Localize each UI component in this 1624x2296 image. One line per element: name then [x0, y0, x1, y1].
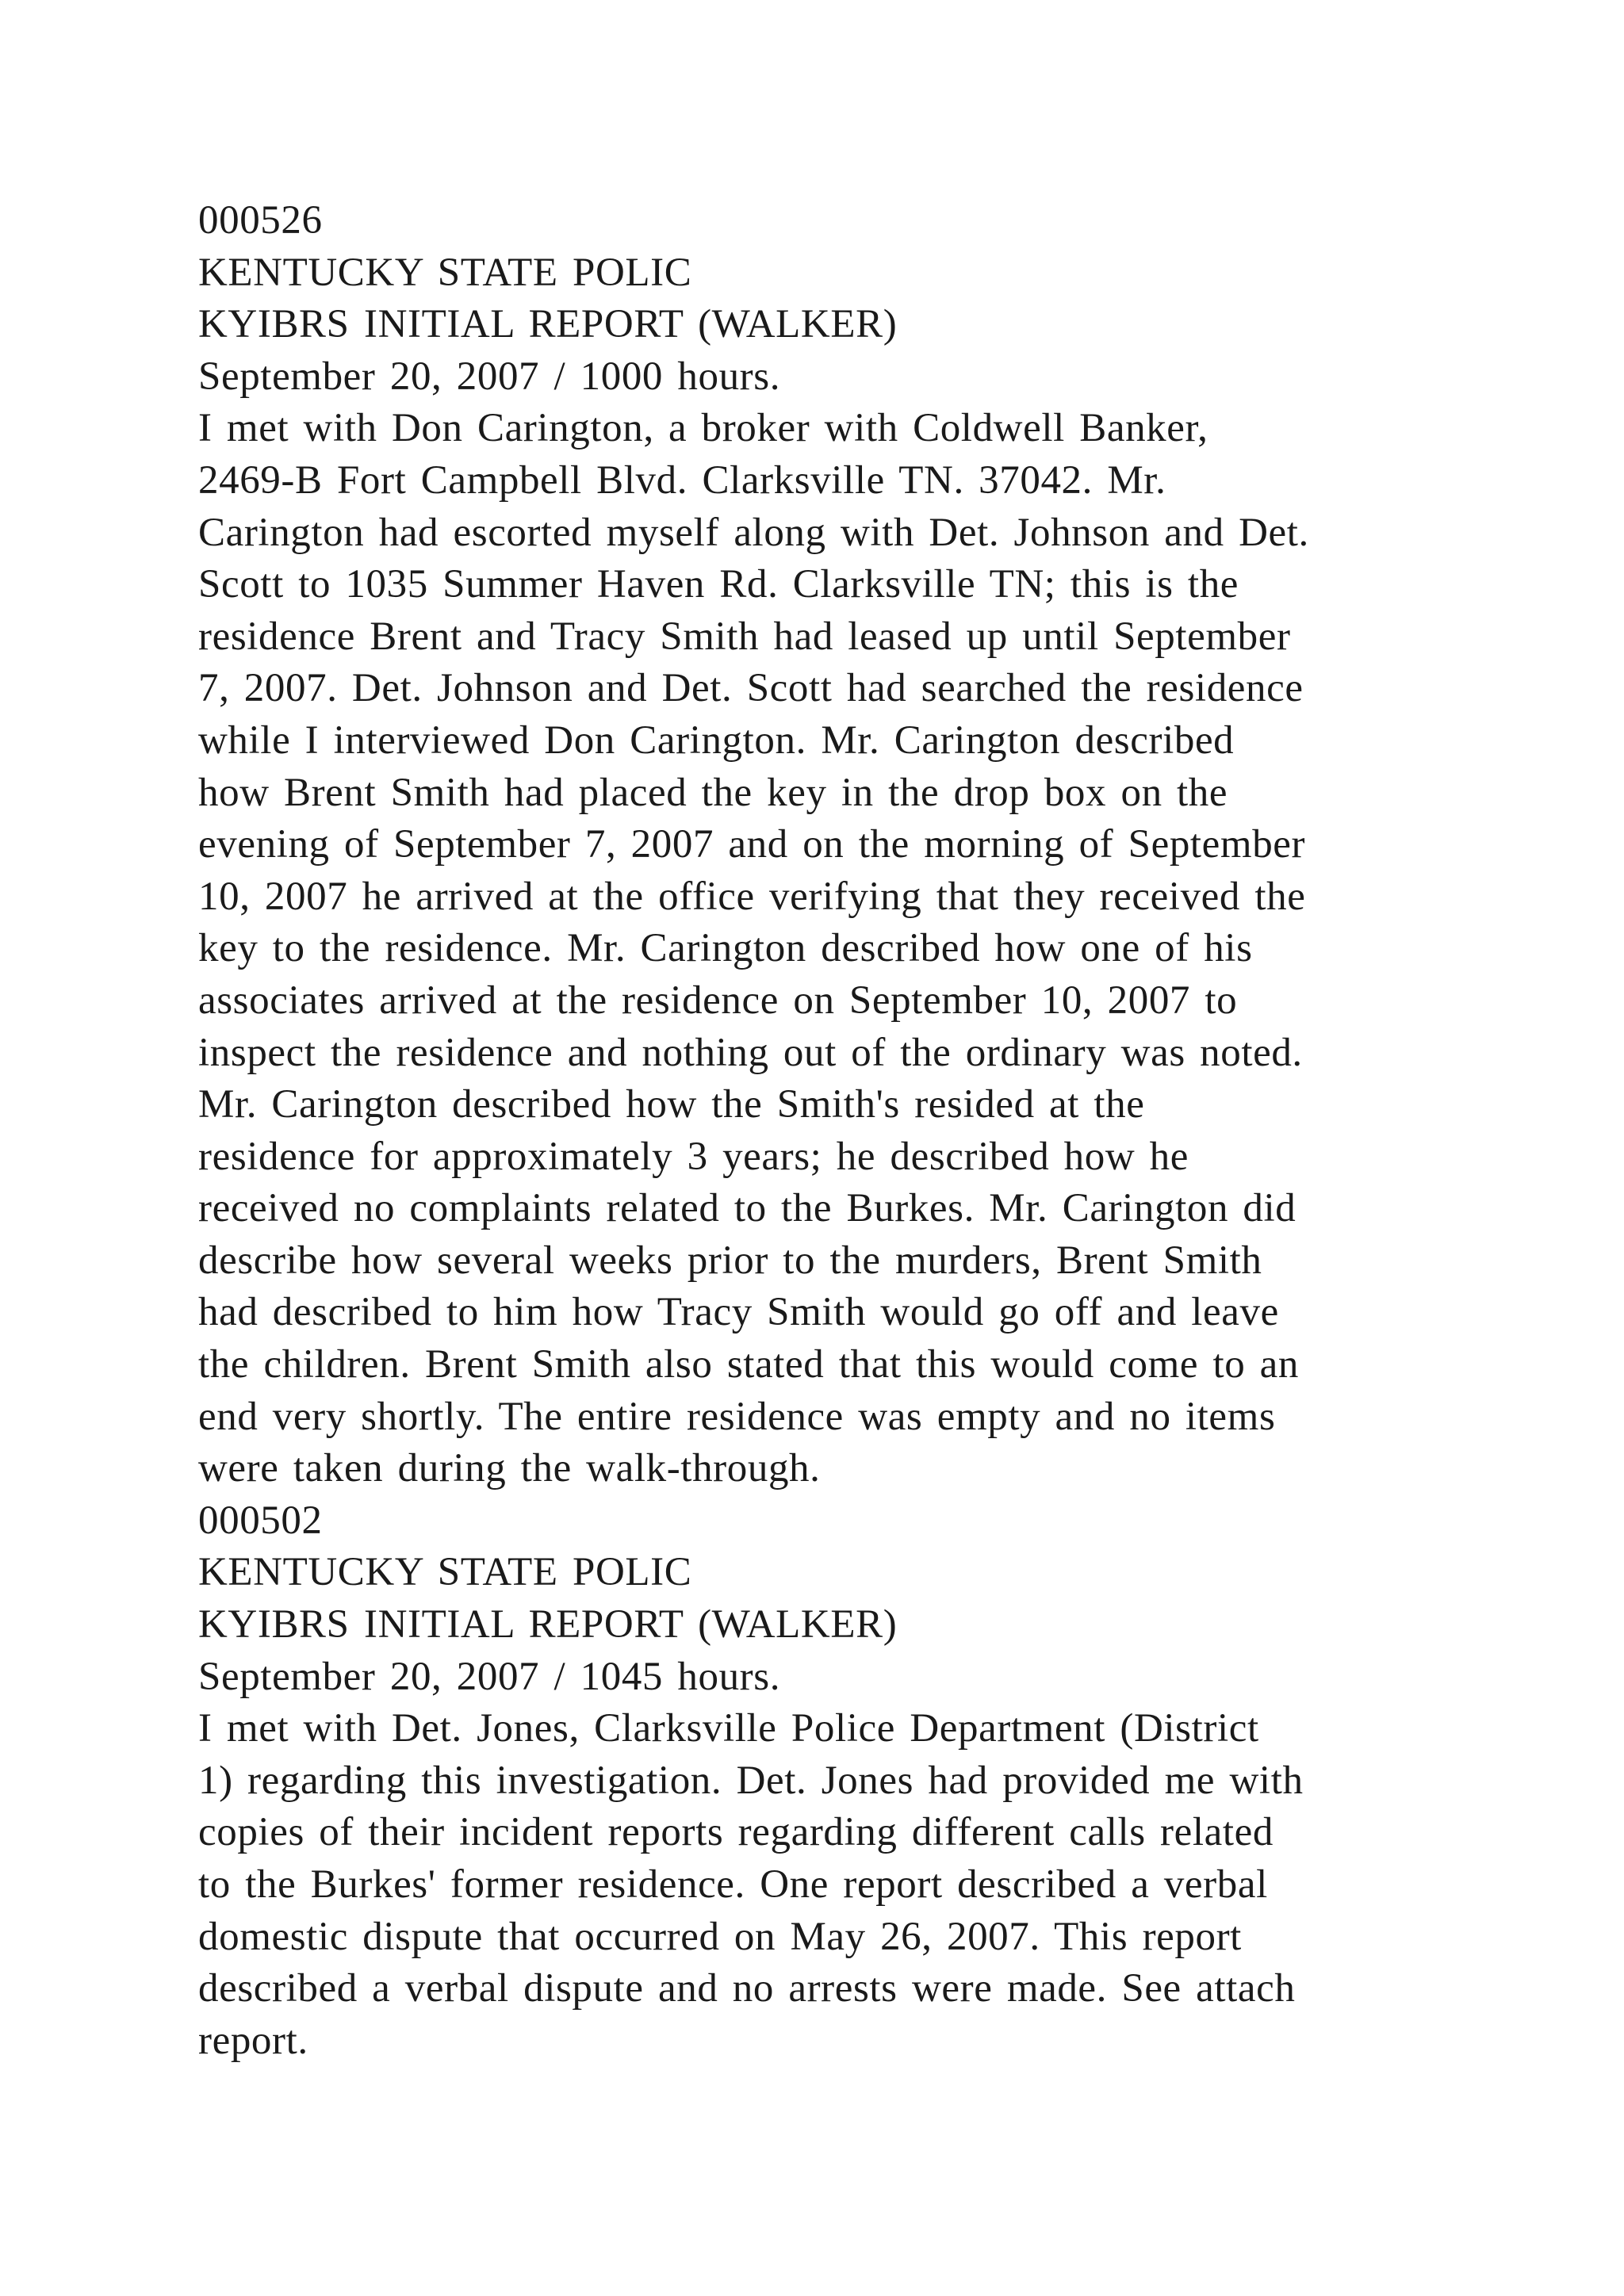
body-line: inspect the residence and nothing out of the ordinary was noted. — [198, 1030, 1303, 1075]
report-title-2: KYIBRS INITIAL REPORT (WALKER) — [198, 1602, 898, 1647]
report-date-2: September 20, 2007 / 1045 hours. — [198, 1654, 781, 1699]
body-line: associates arrived at the residence on September 10, 2007 to — [198, 978, 1238, 1023]
body-line: while I interviewed Don Carington. Mr. Carington described — [198, 718, 1235, 763]
body-line: the children. Brent Smith also stated that this would come to an — [198, 1342, 1299, 1387]
body-line: end very shortly. The entire residence was empty and no items — [198, 1394, 1276, 1439]
body-line: had described to him how Tracy Smith would go off and leave — [198, 1290, 1279, 1335]
body-line: 10, 2007 he arrived at the office verifying that they received the — [198, 874, 1306, 919]
body-line: 2469-B Fort Campbell Blvd. Clarksville TN. 37042. Mr. — [198, 457, 1166, 503]
body-line: I met with Det. Jones, Clarksville Police Department (District — [198, 1706, 1259, 1751]
report-text — [198, 195, 1507, 2067]
body-line: Carington had escorted myself along with Det. Johnson and Det. — [198, 510, 1309, 555]
body-line: evening of September 7, 2007 and on the morning of September — [198, 822, 1306, 867]
body-line: how Brent Smith had placed the key in the drop box on the — [198, 770, 1228, 815]
body-line: I met with Don Carington, a broker with Coldwell Banker, — [198, 406, 1208, 451]
page-number-2: 000502 — [198, 1498, 323, 1543]
agency-heading-1: KENTUCKY STATE POLIC — [198, 250, 692, 295]
page-number-1: 000526 — [198, 198, 323, 243]
body-line: residence for approximately 3 years; he described how he — [198, 1134, 1189, 1179]
body-line: residence Brent and Tracy Smith had leased up until September — [198, 614, 1291, 659]
agency-heading-2: KENTUCKY STATE POLIC — [198, 1550, 692, 1595]
body-line: domestic dispute that occurred on May 26, 2007. This report — [198, 1914, 1242, 1959]
body-line: 1) regarding this investigation. Det. Jones had provided me with — [198, 1758, 1304, 1803]
report-date-1: September 20, 2007 / 1000 hours. — [198, 354, 781, 399]
body-line: were taken during the walk-through. — [198, 1446, 821, 1491]
body-line: report. — [198, 2018, 308, 2063]
body-line: described a verbal dispute and no arrests were made. See attach — [198, 1966, 1296, 2011]
body-line: Mr. Carington described how the Smith's resided at the — [198, 1082, 1145, 1127]
body-line: copies of their incident reports regarding different calls related — [198, 1810, 1274, 1855]
body-line: received no complaints related to the Burkes. Mr. Carington did — [198, 1186, 1297, 1231]
report-title-1: KYIBRS INITIAL REPORT (WALKER) — [198, 302, 898, 347]
body-line: 7, 2007. Det. Johnson and Det. Scott had searched the residence — [198, 666, 1304, 711]
body-line: describe how several weeks prior to the murders, Brent Smith — [198, 1238, 1262, 1283]
body-line: key to the residence. Mr. Carington described how one of his — [198, 926, 1253, 971]
body-line: Scott to 1035 Summer Haven Rd. Clarksville TN; this is the — [198, 562, 1239, 607]
body-line: to the Burkes' former residence. One report described a verbal — [198, 1862, 1268, 1907]
